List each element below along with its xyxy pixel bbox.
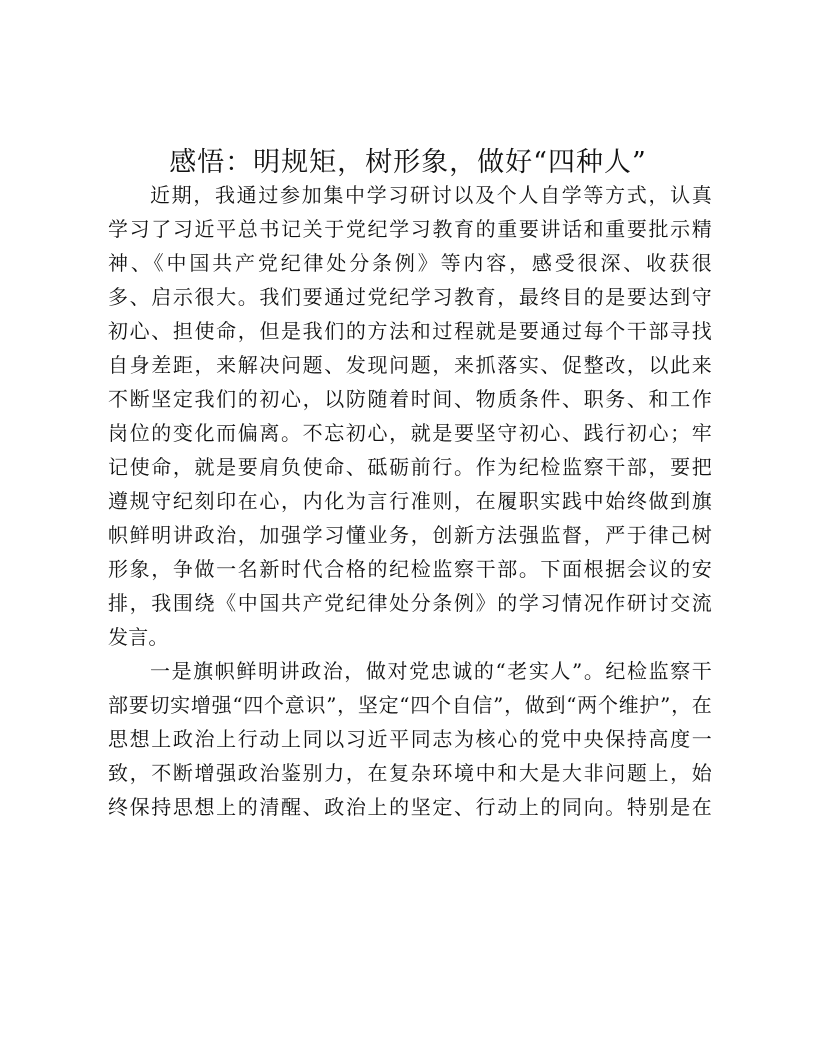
text-line: 形象，争做一名新时代合格的纪检监察干部。下面根据会议的安 [108, 557, 712, 581]
text-line: 自身差距，来解决问题、发现问题，来抓落实、促整改，以此来 [108, 353, 712, 377]
text-line: 一是旗帜鲜明讲政治，做对党忠诚的“老实人”。纪检监察干 [150, 659, 712, 683]
text-line: 帜鲜明讲政治，加强学习懂业务，创新方法强监督，严于律己树 [108, 523, 712, 547]
paragraph-intro [108, 178, 712, 654]
text-line: 思想上政治上行动上同以习近平同志为核心的党中央保持高度一 [108, 727, 712, 751]
text-line: 多、启示很大。我们要通过党纪学习教育，最终目的是要达到守 [108, 285, 712, 309]
text-line: 记使命，就是要肩负使命、砥砺前行。作为纪检监察干部，要把 [108, 455, 712, 479]
document-title: 感悟：明规矩，树形象，做好“四种人” [169, 147, 647, 178]
text-line: 遵规守纪刻印在心，内化为言行准则，在履职实践中始终做到旗 [108, 489, 712, 513]
text-line: 学习了习近平总书记关于党纪学习教育的重要讲话和重要批示精 [108, 217, 712, 241]
text-line: 不断坚定我们的初心，以防随着时间、物质条件、职务、和工作 [108, 387, 712, 411]
text-line: 近期，我通过参加集中学习研讨以及个人自学等方式，认真 [150, 183, 712, 207]
text-line: 部要切实增强“四个意识”，坚定“四个自信”，做到“两个维护”，在 [108, 693, 712, 717]
text-line: 初心、担使命，但是我们的方法和过程就是要通过每个干部寻找 [108, 319, 712, 343]
text-line: 发言。 [108, 625, 169, 649]
text-line: 神、《中国共产党纪律处分条例》等内容，感受很深、收获很 [108, 251, 712, 275]
text-line: 岗位的变化而偏离。不忘初心，就是要坚守初心、践行初心；牢 [108, 421, 712, 445]
document-body [108, 178, 712, 824]
text-line: 终保持思想上的清醒、政治上的坚定、行动上的同向。特别是在 [108, 795, 712, 819]
text-line: 排，我围绕《中国共产党纪律处分条例》的学习情况作研讨交流 [108, 591, 712, 615]
paragraph-point-one [108, 654, 712, 824]
text-line: 致，不断增强政治鉴别力，在复杂环境中和大是大非问题上，始 [108, 761, 712, 785]
